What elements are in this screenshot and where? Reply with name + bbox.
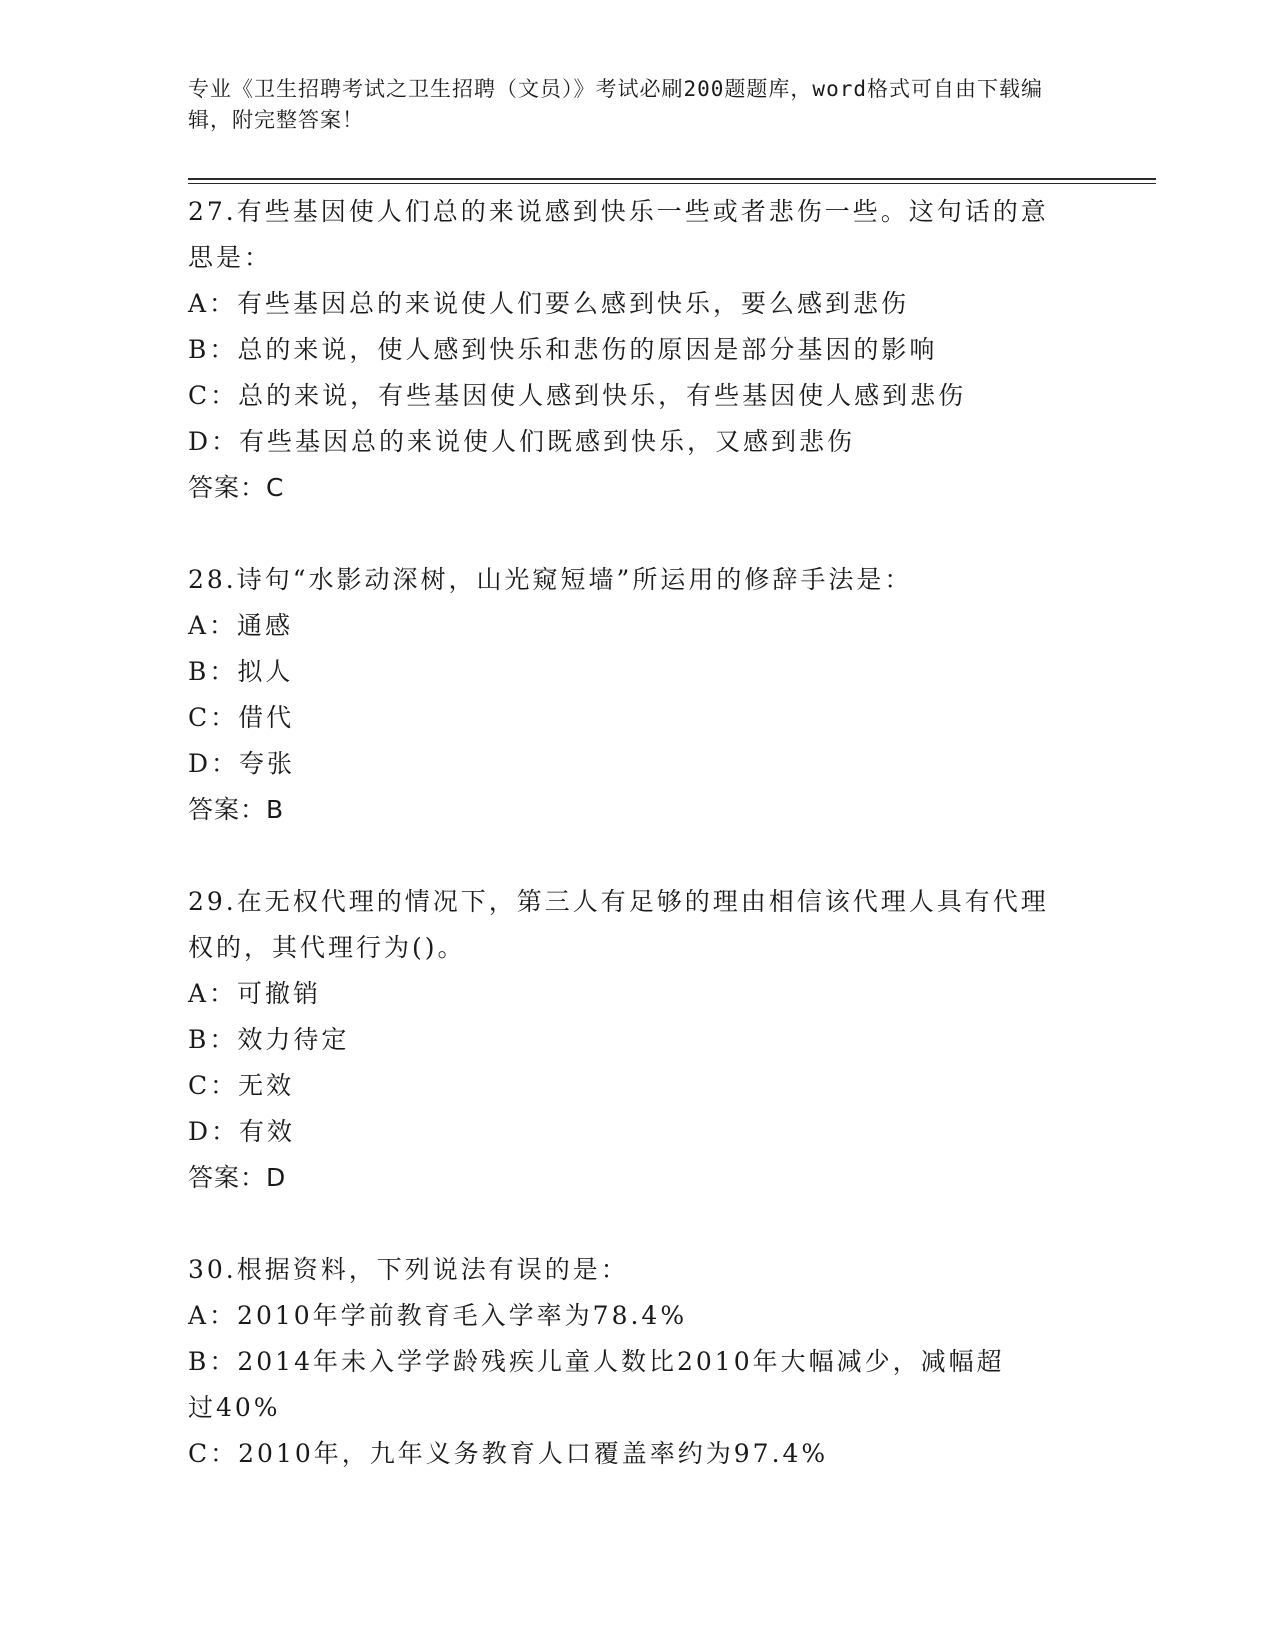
option-c: C：借代 bbox=[188, 703, 295, 732]
option-d: D：有效 bbox=[188, 1117, 296, 1146]
option-d: D：有些基因总的来说使人们既感到快乐，又感到悲伤 bbox=[188, 427, 856, 456]
document-header: 专业《卫生招聘考试之卫生招聘（文员）》考试必刷200题题库，word格式可自由下载编辑，附完整答案！ bbox=[188, 77, 1043, 132]
header-divider-thick bbox=[188, 178, 1156, 180]
option-a: A：2010年学前教育毛入学率为78.4% bbox=[188, 1301, 688, 1330]
question-stem: 27.有些基因使人们总的来说感到快乐一些或者悲伤一些。这句话的意思是： bbox=[188, 197, 1049, 272]
question-27 bbox=[188, 189, 1088, 511]
option-c: C：总的来说，有些基因使人感到快乐，有些基因使人感到悲伤 bbox=[188, 381, 967, 410]
option-b: B：拟人 bbox=[188, 657, 294, 686]
option-a: A：通感 bbox=[188, 611, 294, 640]
question-stem: 29.在无权代理的情况下，第三人有足够的理由相信该代理人具有代理权的，其代理行为()。 bbox=[188, 887, 1049, 962]
option-b: B：总的来说，使人感到快乐和悲伤的原因是部分基因的影响 bbox=[188, 335, 938, 364]
option-a: A：可撤销 bbox=[188, 979, 322, 1008]
question-stem: 30.根据资料，下列说法有误的是： bbox=[188, 1255, 629, 1284]
answer: 答案：B bbox=[188, 795, 285, 824]
option-b: B：2014年未入学学龄残疾儿童人数比2010年大幅减少，减幅超过40% bbox=[188, 1347, 1005, 1422]
question-list bbox=[188, 189, 1088, 1523]
option-b: B：效力待定 bbox=[188, 1025, 350, 1054]
option-a: A：有些基因总的来说使人们要么感到快乐，要么感到悲伤 bbox=[188, 289, 910, 318]
question-29 bbox=[188, 879, 1088, 1201]
answer: 答案：D bbox=[188, 1163, 287, 1192]
header-divider-thin bbox=[188, 183, 1156, 184]
answer: 答案：C bbox=[188, 473, 285, 502]
option-c: C：无效 bbox=[188, 1071, 295, 1100]
question-28 bbox=[188, 557, 1088, 833]
question-30 bbox=[188, 1247, 1088, 1477]
option-d: D：夸张 bbox=[188, 749, 296, 778]
question-stem: 28.诗句“水影动深树，山光窥短墙”所运用的修辞手法是： bbox=[188, 565, 913, 594]
option-c: C：2010年，九年义务教育人口覆盖率约为97.4% bbox=[188, 1439, 829, 1468]
